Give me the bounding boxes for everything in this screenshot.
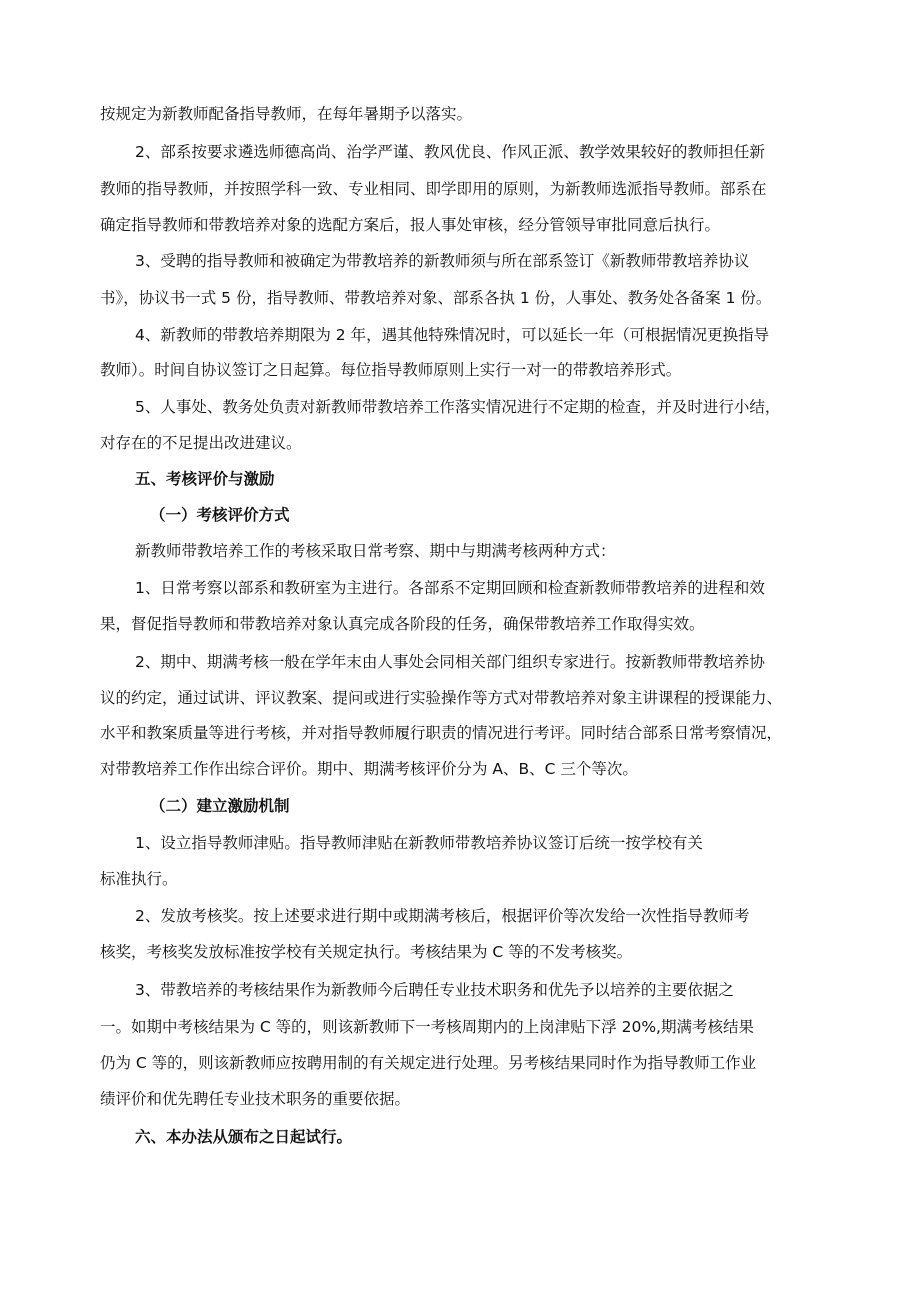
paragraph-line: 1、日常考察以部系和教研室为主进行。各部系不定期回顾和检查新教师带教培养的进程和效 [135,579,765,597]
paragraph-line: 1、设立指导教师津贴。指导教师津贴在新教师带教培养协议签订后统一按学校有关 [135,834,703,852]
paragraph-line: 书》，协议书一式 5 份，指导教师、带教培养对象、部系各执 1 份，人事处、教务处各备案 1 份。 [100,289,772,307]
paragraph-line: 核奖，考核奖发放标准按学校有关规定执行。考核结果为 C 等的不发考核奖。 [100,943,633,961]
paragraph-line: 按规定为新教师配备指导教师，在每年暑期予以落实。 [100,105,473,123]
paragraph-line: 仍为 C 等的，则该新教师应按聘用制的有关规定进行处理。另考核结果同时作为指导教师工作业 [100,1054,757,1072]
paragraph-line: 教师）。时间自协议签订之日起算。每位指导教师原则上实行一对一的带教培养形式。 [100,361,682,379]
paragraph-line: 5、人事处、教务处负责对新教师带教培养工作落实情况进行不定期的检查，并及时进行小结， [135,398,781,416]
paragraph-line: 对存在的不足提出改进建议。 [100,434,302,452]
paragraph-line: 标准执行。 [100,870,178,888]
paragraph-line: 2、发放考核奖。按上述要求进行期中或期满考核后，根据评价等次发给一次性指导教师考 [135,907,750,925]
subsection-heading: （一）考核评价方式 [150,506,290,524]
section-heading: 五、考核评价与激励 [135,470,275,488]
subsection-heading: （二）建立激励机制 [150,797,290,815]
paragraph-line: 确定指导教师和带教培养对象的选配方案后，报人事处审核，经分管领导审批同意后执行。 [100,216,721,234]
paragraph-line: 2、部系按要求遴选师德高尚、治学严谨、教风优良、作风正派、教学效果较好的教师担任新 [135,143,765,161]
section-heading: 六、本办法从颁布之日起试行。 [135,1128,353,1146]
paragraph-line: 2、期中、期满考核一般在学年末由人事处会同相关部门组织专家进行。按新教师带教培养协 [135,653,765,671]
paragraph-line: 一。如期中考核结果为 C 等的，则该新教师下一考核周期内的上岗津贴下浮 20%,期满考核结果 [100,1018,754,1036]
paragraph-line: 教师的指导教师，并按照学科一致、专业相同、即学即用的原则，为新教师选派指导教师。部系在 [100,180,767,198]
paragraph-line: 4、新教师的带教培养期限为 2 年，遇其他特殊情况时，可以延长一年（可根据情况更换指导 [135,326,770,344]
paragraph-line: 新教师带教培养工作的考核采取日常考察、期中与期满考核两种方式： [135,542,616,560]
paragraph-line: 3、受聘的指导教师和被确定为带教培养的新教师须与所在部系签订《新教师带教培养协议 [135,252,750,270]
paragraph-line: 对带教培养工作作出综合评价。期中、期满考核评价分为 A、B、C 三个等次。 [100,760,638,778]
paragraph-line: 果，督促指导教师和带教培养对象认真完成各阶段的任务，确保带教培养工作取得实效。 [100,615,705,633]
paragraph-line: 议的约定，通过试讲、评议教案、提问或进行实验操作等方式对带教培养对象主讲课程的授课能力、 [100,689,783,707]
paragraph-line: 绩评价和优先聘任专业技术职务的重要依据。 [100,1090,411,1108]
paragraph-line: 3、带教培养的考核结果作为新教师今后聘任专业技术职务和优先予以培养的主要依据之 [135,981,734,999]
paragraph-line: 水平和教案质量等进行考核，并对指导教师履行职责的情况进行考评。同时结合部系日常考察情况， [100,724,783,742]
